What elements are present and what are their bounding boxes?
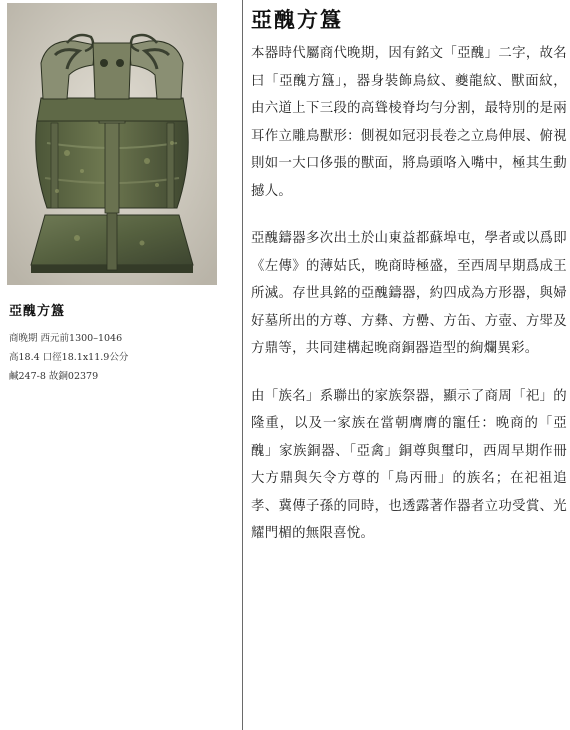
article-column (251, 4, 567, 568)
fang-gui-vessel-illustration (7, 3, 217, 285)
article-paragraph: 亞醜鑄器多次出土於山東益都蘇埠屯，學者或以爲即《左傳》的薄姑氏，晚商時極盛，至西周早期爲成王所滅。存世具銘的亞醜鑄器，約四成為方形器，與婦好墓所出的方尊、方彝、方罍、方缶、方壺、方斝及方鼎等，共同建構起晚商銅器造型的絢爛異彩。 (251, 231, 567, 356)
column-divider (242, 0, 243, 730)
article-heading: 亞醜方簋 (251, 7, 343, 32)
object-period: 商晚期 西元前1300–1046 (9, 333, 123, 344)
object-dimensions: 高18.4 口徑18.1x11.9公分 (9, 352, 129, 363)
article-paragraph: 由「族名」系聯出的家族祭器，顯示了商周「祀」的隆重，以及一家族在當朝膺膺的寵任：晚商的「亞醜」家族銅器、「亞禽」銅尊與璽印，西周早期作冊大方鼎與矢令方尊的「鳥丙冊」的族名；在祀祖追孝、冀傳子孫的同時，也透露著作器者立功受賞、光耀門楣的無限喜悅。 (251, 388, 567, 541)
object-title: 亞醜方簋 (9, 304, 66, 319)
article-paragraph: 本器時代屬商代晚期，因有銘文「亞醜」二字，故名曰「亞醜方簋」，器身裝飾鳥紋、夔龍紋、獸面紋，由六道上下三段的高聳棱脊均勻分割，最特別的是兩耳作立雕鳥獸形：側視如冠羽長卷之立鳥伸展、俯視則如一大口侈張的獸面，將鳥頭咯入嘴中，極其生動撼人。 (251, 46, 567, 199)
object-caption (9, 300, 224, 386)
bronze-vessel-photo (7, 3, 217, 285)
object-catalog-number: 鹹247-8 故銅02379 (9, 371, 99, 382)
